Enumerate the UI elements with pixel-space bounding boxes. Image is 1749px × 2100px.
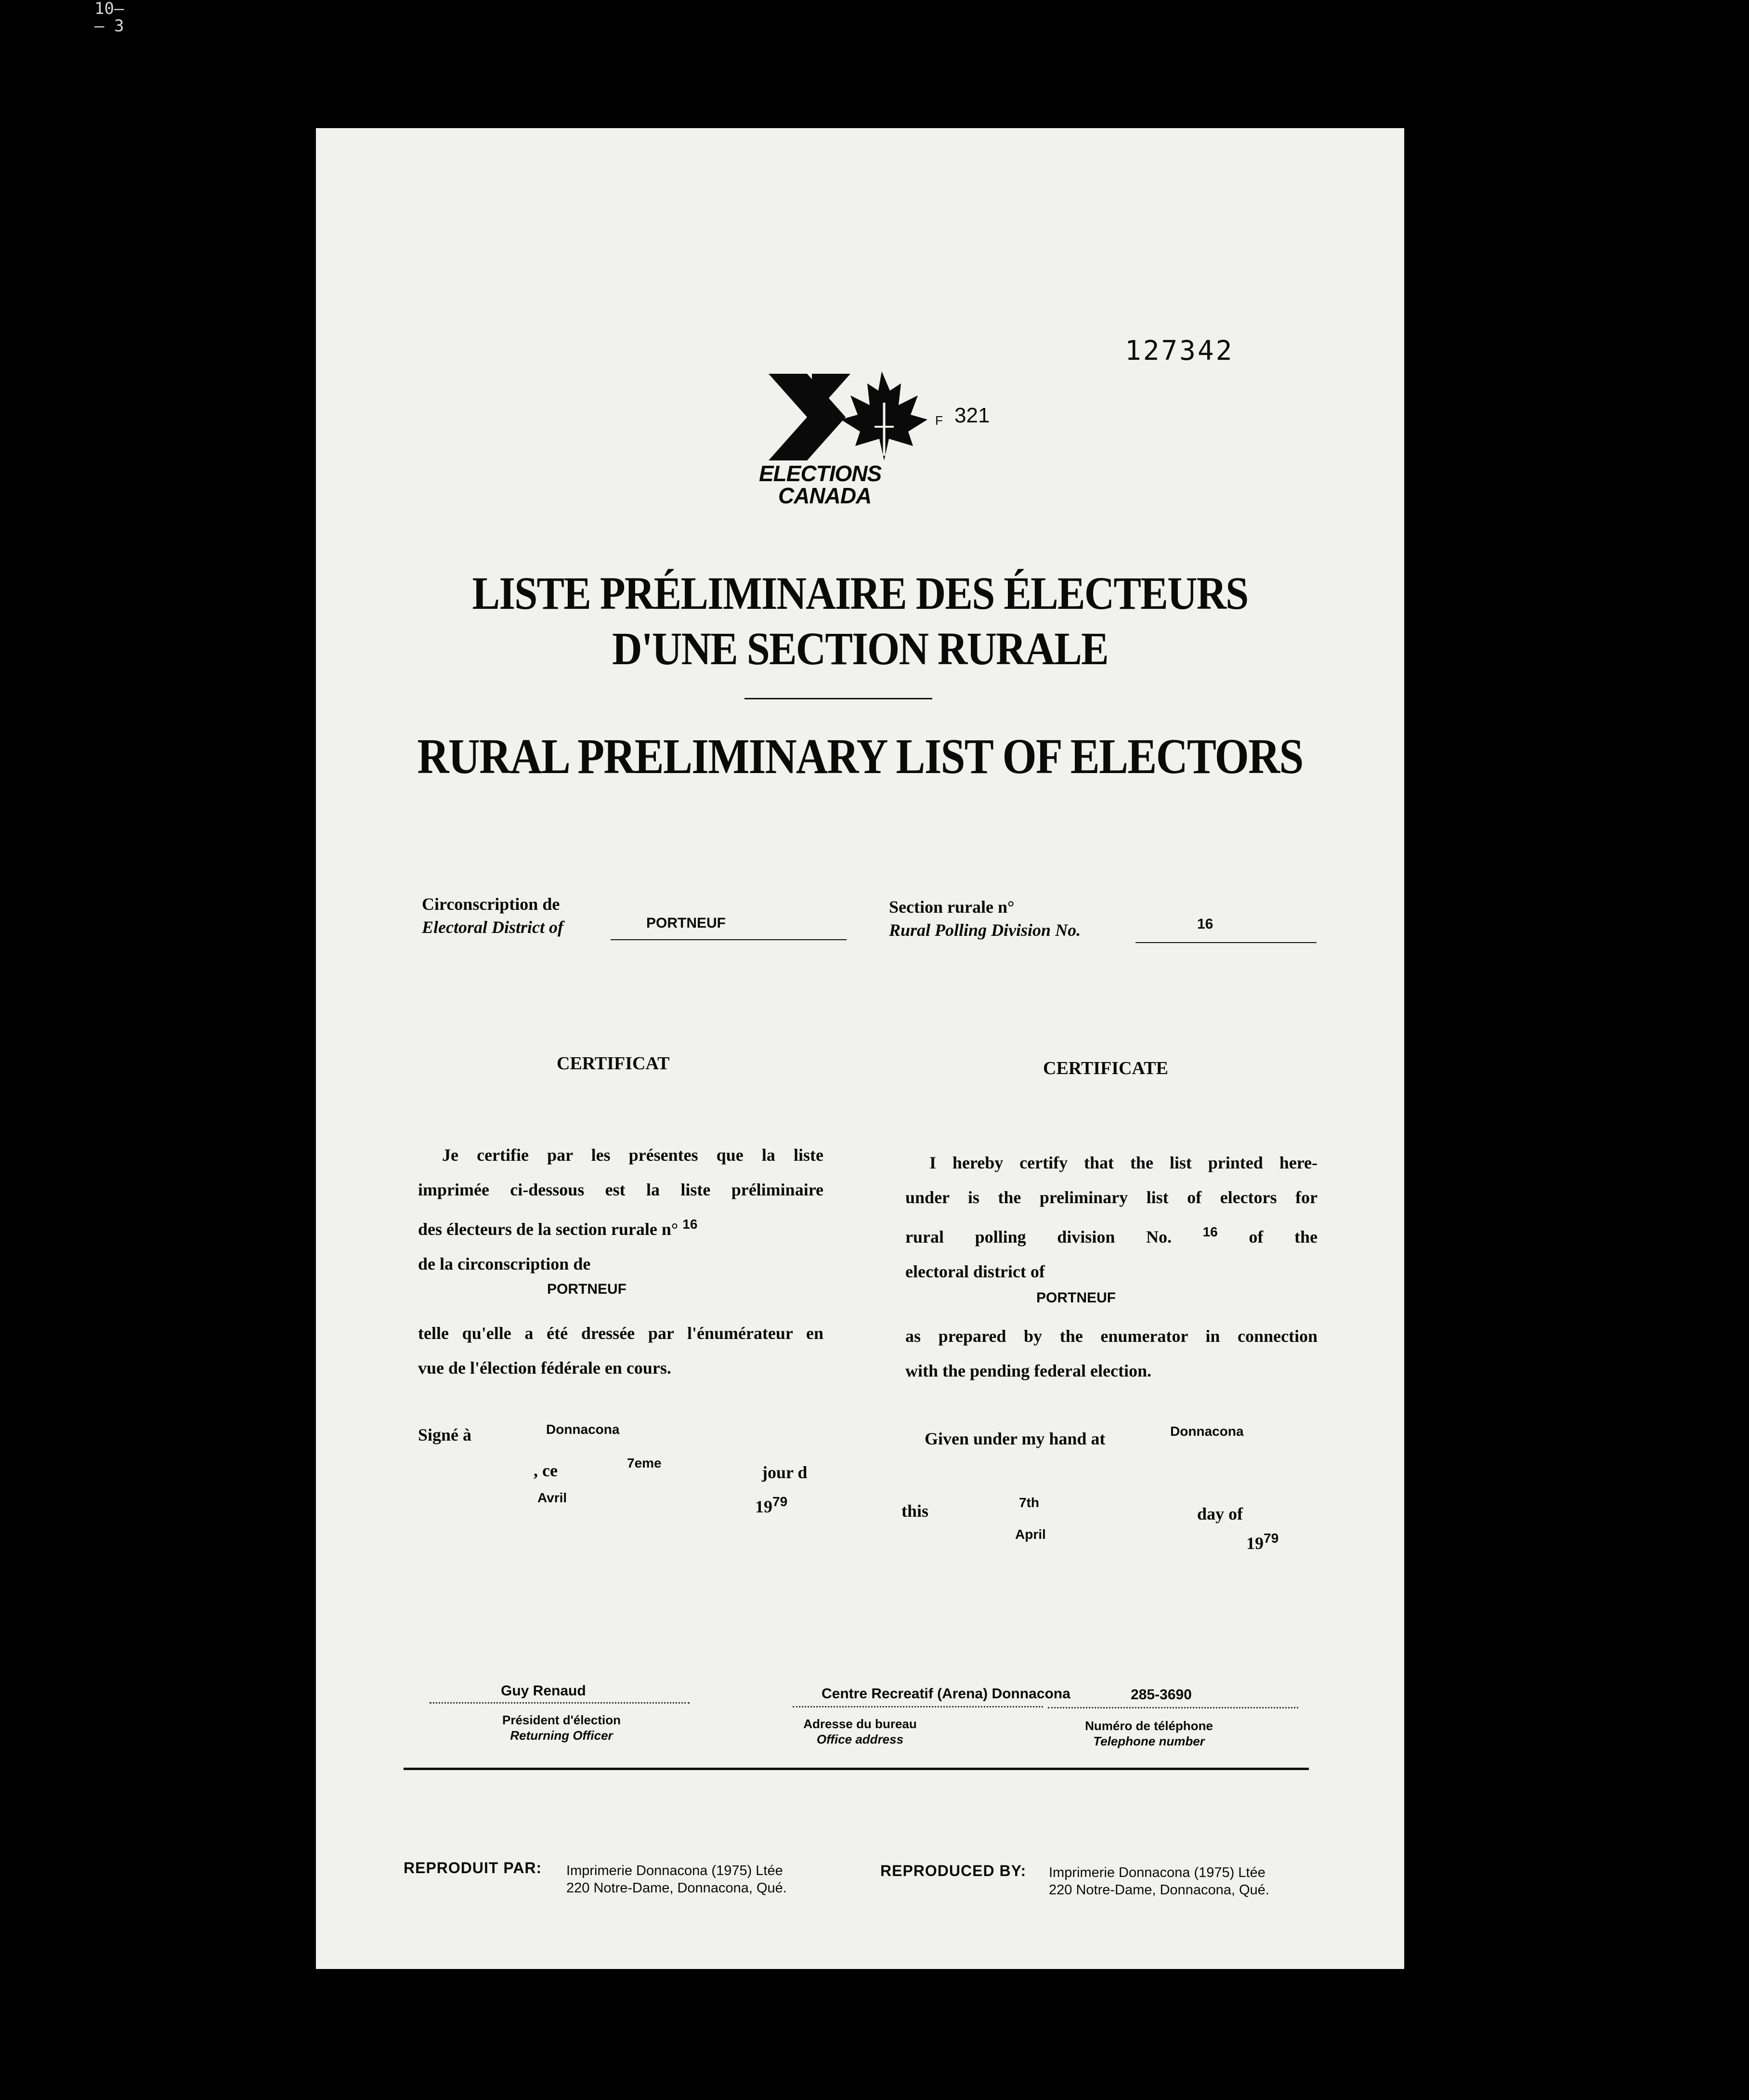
given-label: Given under my hand at	[925, 1429, 1106, 1448]
election-form-page	[316, 128, 1404, 1969]
title-english: RURAL PRELIMINARY LIST OF ELECTORS	[417, 729, 1303, 784]
certificate-line1: I hereby certify that the list printed here-	[929, 1153, 1318, 1172]
logo-text-canada: CANADA	[778, 483, 872, 508]
officer-signature-line	[430, 1702, 690, 1704]
given-month: April	[1015, 1527, 1046, 1542]
film-frame-mark	[94, 0, 124, 35]
district-value: PORTNEUF	[646, 915, 726, 931]
form-prefix: F	[935, 413, 943, 428]
footer-divider	[404, 1768, 1309, 1770]
serial-number: 127342	[1125, 335, 1234, 367]
reproduced-address	[1049, 1864, 1269, 1899]
district-label-fr: Circonscription de	[422, 894, 560, 914]
division-label-en: Rural Polling Division No.	[889, 920, 1081, 940]
elections-canada-logo	[759, 369, 961, 513]
office-label-en: Office address	[816, 1732, 904, 1746]
division-label-fr: Section rurale n°	[889, 897, 1015, 917]
district-underline	[611, 939, 847, 940]
office-label-fr: Adresse du bureau	[803, 1717, 917, 1731]
officer-label-en: Returning Officer	[510, 1728, 613, 1743]
title-french-line1: LISTE PRÉLIMINAIRE DES ÉLECTEURS	[472, 567, 1248, 619]
certificat-district-value: PORTNEUF	[547, 1281, 627, 1297]
given-year-prefix: 19	[1246, 1534, 1264, 1553]
film-frame-mark-line2: — 3	[94, 16, 124, 36]
officer-name: Guy Renaud	[501, 1683, 586, 1699]
district-label-en: Electoral District of	[422, 918, 563, 937]
signed-place: Donnacona	[546, 1422, 620, 1437]
signed-month: Avril	[537, 1490, 567, 1505]
certificat-line6: vue de l'élection fédérale en cours.	[418, 1358, 671, 1378]
title-divider	[744, 698, 932, 699]
certificate-body-2	[905, 1319, 1318, 1388]
phone-label-fr: Numéro de téléphone	[1085, 1719, 1213, 1733]
certificat-line5: telle qu'elle a été dressée par l'énumérateur en	[418, 1324, 823, 1343]
reproduced-line1: Imprimerie Donnacona (1975) Ltée	[1049, 1865, 1266, 1880]
signed-label: Signé à	[418, 1425, 472, 1444]
officer-label-fr: Président d'élection	[502, 1713, 621, 1727]
certificate-line5: as prepared by the enumerator in connection	[905, 1326, 1318, 1346]
certificat-line2: imprimée ci-dessous est la liste préliminaire	[418, 1180, 823, 1199]
signed-year-prefix: 19	[755, 1497, 772, 1516]
given-year	[1246, 1531, 1279, 1553]
ce-label: , ce	[534, 1461, 558, 1480]
signed-year	[755, 1494, 787, 1517]
reproduit-address	[566, 1862, 787, 1897]
office-address-line	[793, 1706, 1043, 1707]
signed-day: 7eme	[627, 1456, 662, 1470]
certificate-line3	[905, 1215, 1318, 1254]
maple-leaf-x-icon	[764, 369, 937, 465]
certificat-heading: CERTIFICAT	[557, 1053, 670, 1074]
certificate-line3-b: of the	[1249, 1227, 1318, 1247]
certificate-line6: with the pending federal election.	[905, 1361, 1151, 1380]
certificate-heading: CERTIFICATE	[1043, 1058, 1168, 1078]
day-of-label: day of	[1197, 1504, 1243, 1523]
certificate-line3-a: rural polling division No.	[905, 1227, 1172, 1247]
signed-year-suffix: 79	[772, 1494, 788, 1509]
this-label: this	[901, 1501, 929, 1521]
certificate-division-value: 16	[1202, 1224, 1218, 1239]
certificate-line2: under is the preliminary list of electors for	[905, 1188, 1318, 1207]
given-place: Donnacona	[1170, 1424, 1244, 1439]
reproduced-label: REPRODUCED BY:	[880, 1862, 1027, 1879]
phone-label-en: Telephone number	[1093, 1734, 1205, 1748]
phone-line	[1048, 1707, 1298, 1708]
film-frame-mark-line1: 10—	[94, 0, 124, 18]
given-year-suffix: 79	[1264, 1531, 1279, 1546]
certificate-district-value: PORTNEUF	[1036, 1290, 1116, 1306]
given-day: 7th	[1019, 1495, 1039, 1510]
reproduit-line2: 220 Notre-Dame, Donnacona, Qué.	[566, 1880, 787, 1896]
division-underline	[1136, 942, 1317, 943]
office-address: Centre Recreatif (Arena) Donnacona	[822, 1686, 1070, 1702]
certificate-line4: electoral district of	[905, 1262, 1045, 1281]
certificat-line3-text: des électeurs de la section rurale n°	[418, 1220, 679, 1239]
certificat-body	[418, 1138, 823, 1281]
certificate-body	[905, 1145, 1318, 1289]
division-value: 16	[1197, 916, 1214, 932]
certificat-body-2	[418, 1316, 823, 1385]
form-code: 321	[954, 404, 990, 427]
certificat-line1: Je certifie par les présentes que la liste	[442, 1145, 823, 1165]
reproduced-line2: 220 Notre-Dame, Donnacona, Qué.	[1049, 1882, 1269, 1898]
phone-number: 285-3690	[1131, 1687, 1192, 1703]
certificat-division-value: 16	[682, 1217, 698, 1232]
logo-text-elections: ELECTIONS	[759, 461, 882, 486]
certificat-line3	[418, 1207, 823, 1247]
reproduit-line1: Imprimerie Donnacona (1975) Ltée	[566, 1863, 783, 1878]
jour-label: jour d	[762, 1463, 808, 1482]
reproduit-label: REPRODUIT PAR:	[404, 1859, 542, 1877]
title-french-line2: D'UNE SECTION RURALE	[612, 623, 1108, 674]
certificat-line4: de la circonscription de	[418, 1254, 591, 1273]
